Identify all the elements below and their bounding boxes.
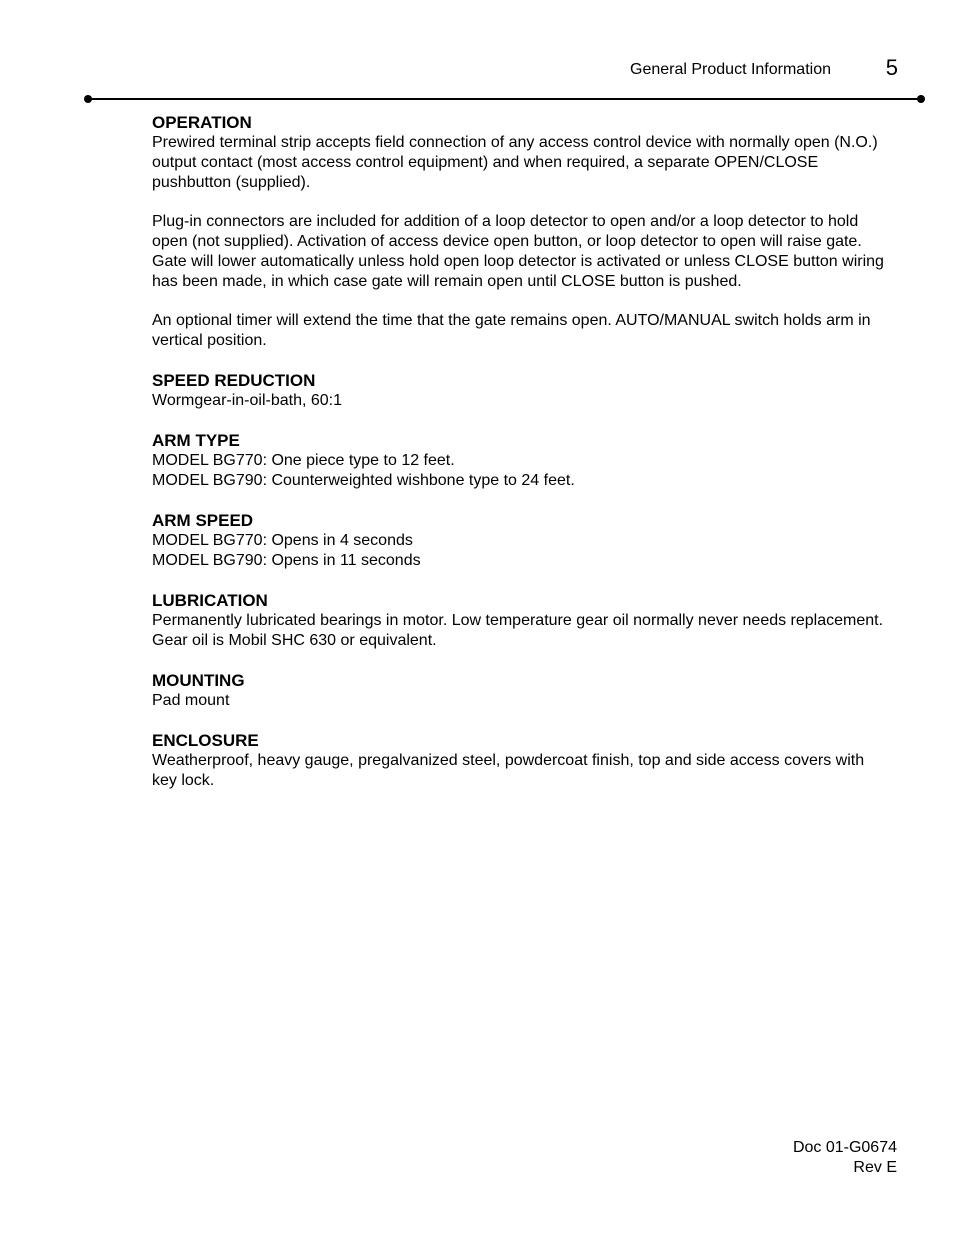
operation-paragraph-1: Prewired terminal strip accepts field connection of any access control device with normally open (N.O.) output contact (most access control equipment) and when required, a separate OPEN/CLOSE pushbutton (supplied). <box>152 134 878 191</box>
section-text: Wormgear-in-oil-bath, 60:1 <box>152 392 343 409</box>
header-section-name: General Product Information <box>630 61 831 78</box>
operation-paragraph-2: Plug-in connectors are included for addition of a loop detector to open and/or a loop detector to hold open (not supplied). Activation of access device open button, or loop detector to open will raise gate. Gate will lower automatically unless hold open loop detector is activated or unless CLOSE button wiring has been made, in which case gate will remain open until CLOSE button is pushed. <box>152 213 884 290</box>
section-heading: ARM TYPE <box>152 431 240 450</box>
page-header <box>0 56 954 86</box>
doc-number: Doc 01-G0674 <box>792 1139 897 1156</box>
section-heading: OPERATION <box>152 113 252 132</box>
section-text: Weatherproof, heavy gauge, pregalvanized steel, powdercoat finish, top and side access covers with key lock. <box>152 752 865 789</box>
header-rule-right-endpoint <box>917 95 925 103</box>
section-text: MODEL BG790: Opens in 11 seconds <box>152 552 421 569</box>
section-text: Permanently lubricated bearings in motor. Low temperature gear oil normally never needs replacement. Gear oil is Mobil SHC 630 or equivalent. <box>152 612 884 649</box>
section-text: MODEL BG790: Counterweighted wishbone type to 24 feet. <box>152 472 575 489</box>
section-arm-speed <box>152 510 892 571</box>
section-enclosure <box>152 730 892 791</box>
section-heading: MOUNTING <box>152 671 245 690</box>
section-heading: SPEED REDUCTION <box>152 371 316 390</box>
doc-revision: Rev E <box>853 1159 897 1176</box>
section-mounting <box>152 670 892 711</box>
page-number: 5 <box>885 55 898 80</box>
section-operation <box>152 112 892 351</box>
document-body <box>152 112 892 810</box>
page-footer <box>793 1138 897 1178</box>
section-lubrication <box>152 590 892 651</box>
section-heading: ENCLOSURE <box>152 731 259 750</box>
section-heading: ARM SPEED <box>152 511 254 530</box>
operation-paragraph-3: An optional timer will extend the time that the gate remains open. AUTO/MANUAL switch holds arm in vertical position. <box>152 312 871 349</box>
section-speed-reduction <box>152 370 892 411</box>
section-text: MODEL BG770: Opens in 4 seconds <box>152 532 413 549</box>
section-text: Pad mount <box>152 692 230 709</box>
section-text: MODEL BG770: One piece type to 12 feet. <box>152 452 455 469</box>
section-arm-type <box>152 430 892 491</box>
section-heading: LUBRICATION <box>152 591 268 610</box>
header-rule <box>88 98 921 100</box>
